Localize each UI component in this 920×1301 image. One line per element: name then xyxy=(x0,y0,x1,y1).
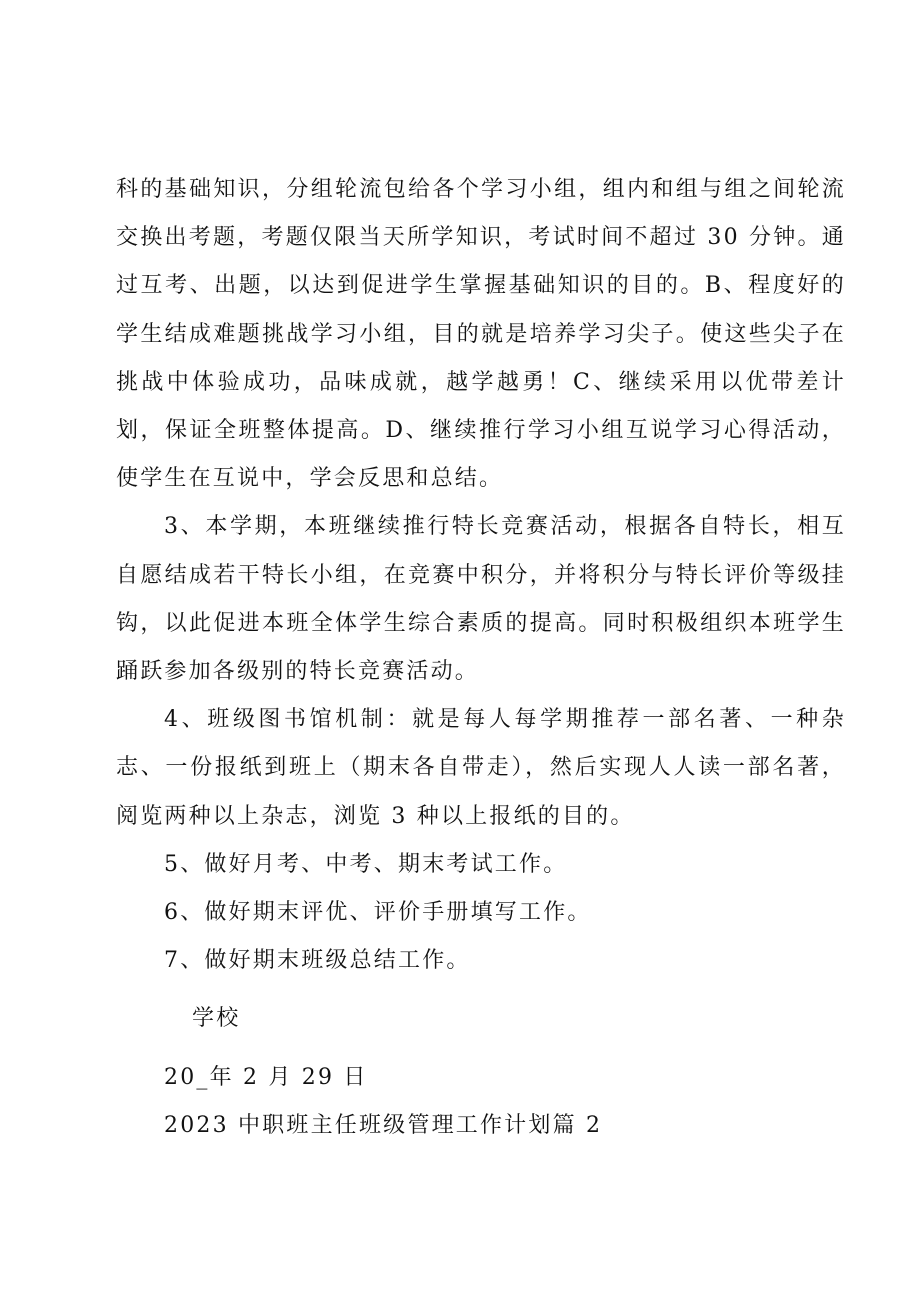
paragraph-exams: 5、做好月考、中考、期末考试工作。 xyxy=(164,851,568,877)
paragraph-summary: 7、做好期末班级总结工作。 xyxy=(164,948,471,974)
signature-school: 学校 xyxy=(192,1006,241,1032)
paragraph-talent-competition: 3、本学期，本班继续推行特长竞赛活动，根据各自特长，相互自愿结成若干特长小组，在竞赛中积分，并将积分与特长评价等级挂钩，以此促进本班全体学生综合素质的提高。同时积极组织本班学生踊跃参加各级别的特长竞赛活动。 xyxy=(116,514,846,685)
paragraph-evaluation: 6、做好期末评优、评价手册填写工作。 xyxy=(164,900,592,926)
document-body xyxy=(116,166,846,1150)
paragraph-study-groups: 科的基础知识，分组轮流包给各个学习小组，组内和组与组之间轮流交换出考题，考题仅限当天所学知识，考试时间不超过 30 分钟。通过互考、出题，以达到促进学生掌握基础知识的目的。B、程度好的学生结成难题挑战学习小组，目的就是培养学习尖子。使这些尖子在挑战中体验成功，品味成就，越学越勇！C、继续采用以优带差计划，保证全班整体提高。D、继续推行学习小组互说学习心得活动，使学生在互说中，学会反思和总结。 xyxy=(116,177,846,492)
signature-date: 20_年 2 月 29 日 xyxy=(164,1064,368,1090)
paragraph-class-library: 4、班级图书馆机制：就是每人每学期推荐一部名著、一种杂志、一份报纸到班上（期末各自带走），然后实现人人读一部名著，阅览两种以上杂志，浏览 3 种以上报纸的目的。 xyxy=(116,707,846,829)
next-section-heading: 2023 中职班主任班级管理工作计划篇 2 xyxy=(164,1112,603,1138)
